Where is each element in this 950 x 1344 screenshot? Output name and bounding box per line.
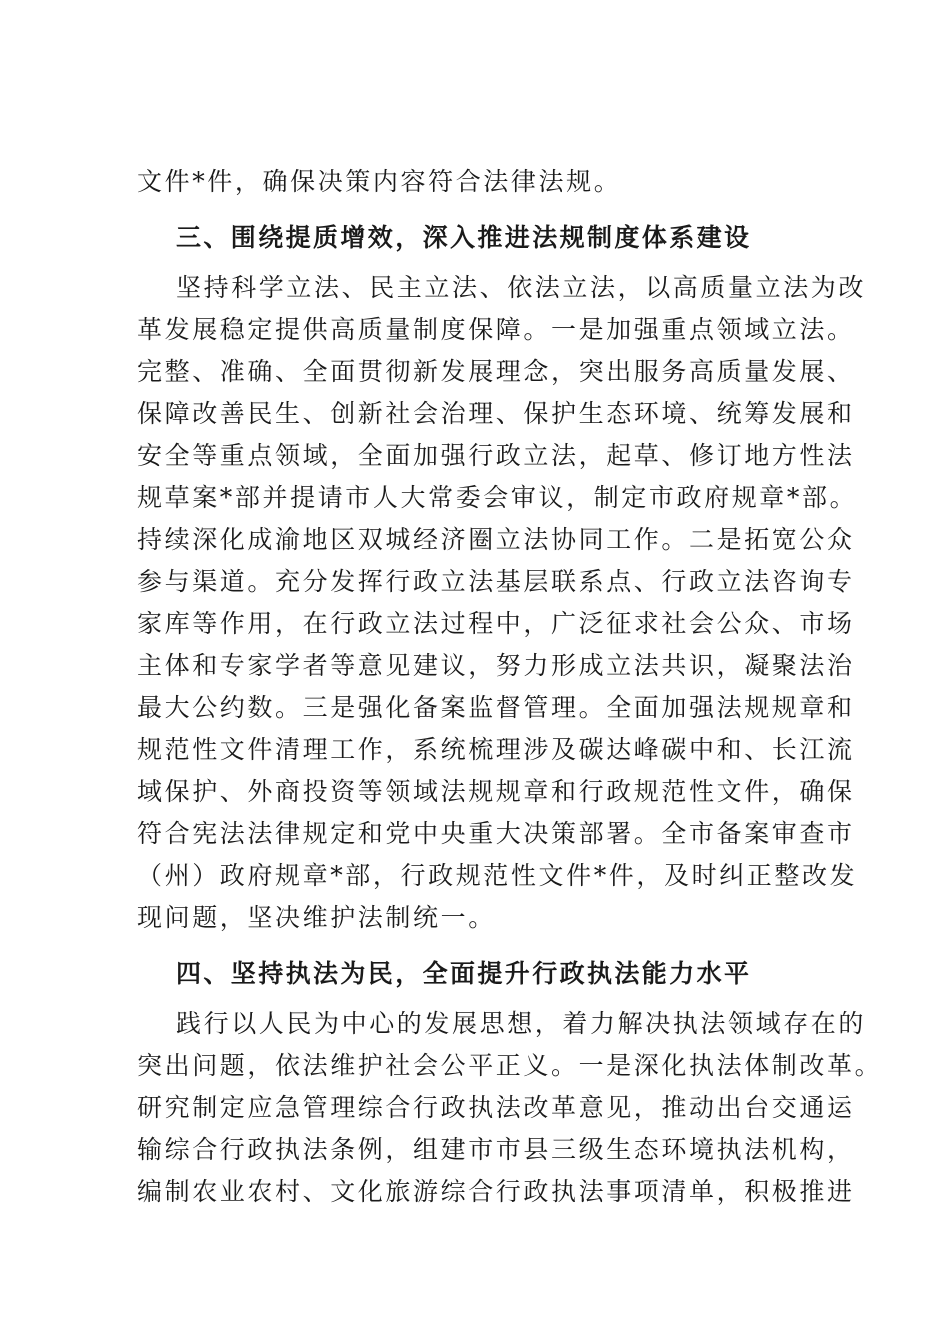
section-3-paragraph-line: 保障改善民生、创新社会治理、保护生态环境、统筹发展和 bbox=[137, 399, 855, 428]
section-3-paragraph-line: 家库等作用，在行政立法过程中，广泛征求社会公众、市场 bbox=[137, 609, 855, 638]
section-4-paragraph-line: 研究制定应急管理综合行政执法改革意见，推动出台交通运 bbox=[137, 1093, 855, 1122]
section-3-paragraph-line: （州）政府规章*部，行政规范性文件*件，及时纠正整改发 bbox=[137, 861, 858, 890]
section-3-paragraph-line: 现问题，坚决维护法制统一。 bbox=[137, 903, 496, 932]
section-3-paragraph-line: 完整、准确、全面贯彻新发展理念，突出服务高质量发展、 bbox=[137, 357, 855, 386]
section-3-paragraph-line: 规范性文件清理工作，系统梳理涉及碳达峰碳中和、长江流 bbox=[137, 735, 855, 764]
section-3-paragraph-line: 符合宪法法律规定和党中央重大决策部署。全市备案审查市 bbox=[137, 819, 855, 848]
section-3-heading: 三、围绕提质增效，深入推进法规制度体系建设 bbox=[176, 223, 752, 252]
section-3-paragraph-line: 坚持科学立法、民主立法、依法立法，以高质量立法为改 bbox=[176, 273, 867, 302]
section-3-paragraph-line: 革发展稳定提供高质量制度保障。一是加强重点领域立法。 bbox=[137, 315, 855, 344]
section-3-paragraph-line: 参与渠道。充分发挥行政立法基层联系点、行政立法咨询专 bbox=[137, 567, 855, 596]
section-3-paragraph-line: 域保护、外商投资等领域法规规章和行政规范性文件，确保 bbox=[137, 777, 855, 806]
section-3-paragraph-line: 主体和专家学者等意见建议，努力形成立法共识，凝聚法治 bbox=[137, 651, 855, 680]
section-3-paragraph-line: 规草案*部并提请市人大常委会审议，制定市政府规章*部。 bbox=[137, 483, 858, 512]
section-4-heading: 四、坚持执法为民，全面提升行政执法能力水平 bbox=[176, 959, 752, 988]
section-4-paragraph-line: 输综合行政执法条例，组建市市县三级生态环境执法机构， bbox=[137, 1135, 855, 1164]
section-3-paragraph-line: 最大公约数。三是强化备案监督管理。全面加强法规规章和 bbox=[137, 693, 855, 722]
section-4-paragraph-line: 践行以人民为中心的发展思想，着力解决执法领域存在的 bbox=[176, 1009, 867, 1038]
section-4-paragraph-line: 突出问题，依法维护社会公平正义。一是深化执法体制改革。 bbox=[137, 1051, 883, 1080]
intro-line: 文件*件，确保决策内容符合法律法规。 bbox=[137, 167, 622, 196]
section-3-paragraph-line: 安全等重点领域，全面加强行政立法，起草、修订地方性法 bbox=[137, 441, 855, 470]
section-4-paragraph-line: 编制农业农村、文化旅游综合行政执法事项清单，积极推进 bbox=[137, 1177, 855, 1206]
section-3-paragraph-line: 持续深化成渝地区双城经济圈立法协同工作。二是拓宽公众 bbox=[137, 525, 855, 554]
